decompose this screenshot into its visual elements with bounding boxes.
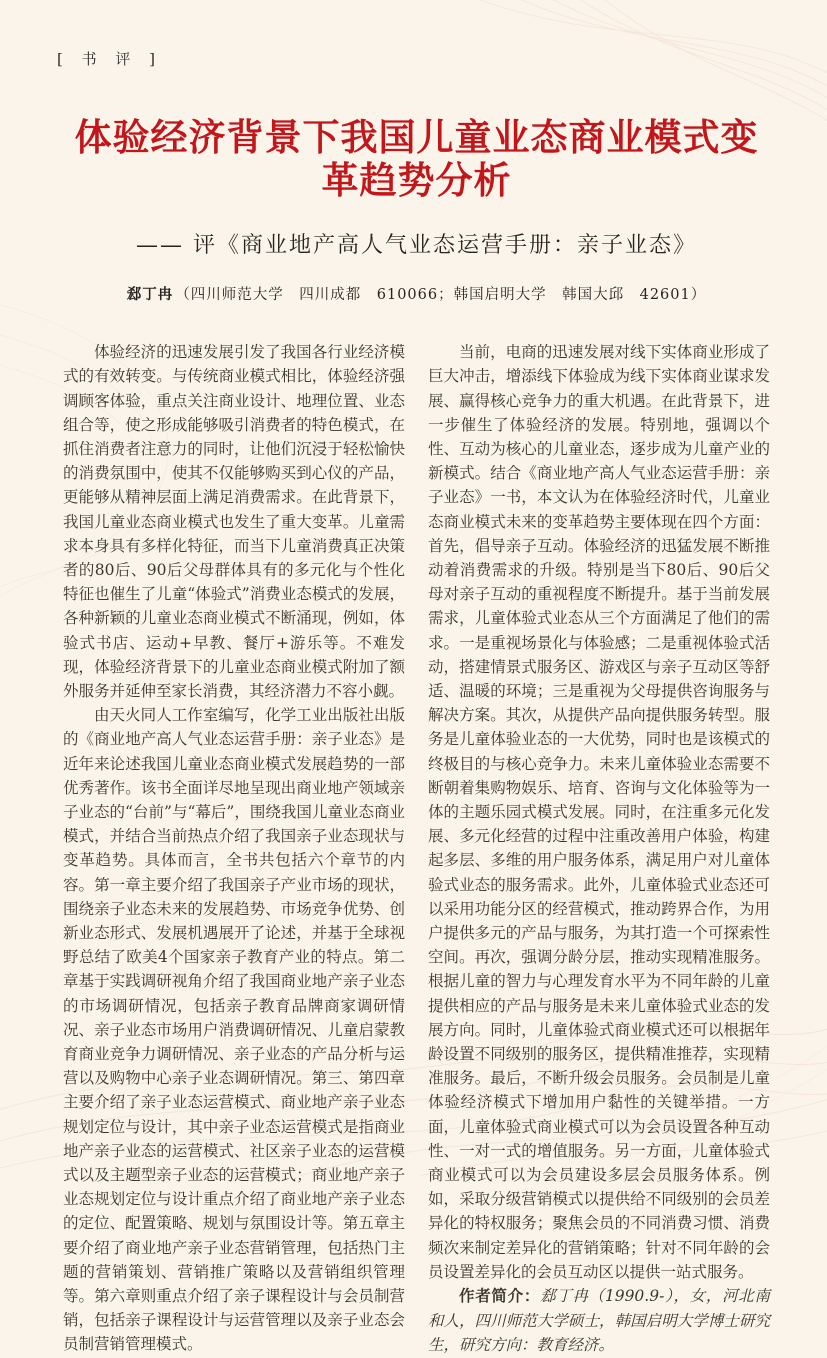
article-subtitle: —— 评《商业地产高人气业态运营手册：亲子业态》 [136,233,697,259]
paragraph-intro: 体验经济的迅速发展引发了我国各行业经济模式的有效转变。与传统商业模式相比，体验经济强调顾客体验，重点关注商业设计、地理位置、业态组合等，使之形成能够吸引消费者的特色模式，在抓住消费者注意力的同时，让他们沉浸于轻松愉快的消费氛围中，使其不仅能够购买到心仪的产品，更能够从精神层面上满足消费需求。在此背景下，我国儿童业态商业模式也发生了重大变革。儿童需求本身具有多样化特征，而当下儿童消费真正决策者的80后、90后父母群体具有的多元化与个性化特征也催生了儿童“体验式”消费业态模式的发展，各种新颖的儿童业态商业模式不断涌现，例如，体验式书店、运动+早教、餐厅+游乐等。不难发现，体验经济背景下的儿童业态商业模式附加了额外服务并延伸至家长消费，其经济潜力不容小觑。 [63,343,405,700]
right-column [428,340,770,1358]
author-bio-text: 郄丁冉（1990.9-），女，河北南和人，四川师范大学硕士，韩国启明大学博士研究生，研究方向：教育经济。 [428,1287,770,1355]
article-title: 体验经济背景下我国儿童业态商业模式变革趋势分析 [74,117,759,201]
left-column [63,340,405,1358]
author-name: 郄丁冉 [126,287,174,304]
category-label: [ 书 评 ] [57,50,163,68]
author-line [63,283,770,304]
article-body [63,340,770,1358]
author-bio-label: 作者简介： [459,1288,541,1306]
author-bio [428,1284,770,1358]
paragraph-book-overview: 由天火同人工作室编写，化学工业出版社出版的《商业地产高人气业态运营手册：亲子业态》是近年来论述我国儿童业态商业模式发展趋势的一部优秀著作。该书全面详尽地呈现出商业地产领域亲子业态的“台前”与“幕后”，围绕我国儿童业态商业模式，并结合当前热点介绍了我国亲子业态现状与变革趋势。具体而言，全书共包括六个章节的内容。第一章主要介绍了我国亲子产业市场的现状，围绕亲子业态未来的发展趋势、市场竞争优势、创新业态形式、发展机遇展开了论述，并基于全球视野总结了欧美4个国家亲子教育产业的特点。第二章基于实践调研视角介绍了我国商业地产亲子业态的市场调研情况，包括亲子教育品牌商家调研情况、亲子业态市场用户消费调研情况、儿童启蒙教育商业竞争力调研情况、亲子业态的产品分析与运营以及购物中心亲子业态调研情况。第三、第四章主要介绍了亲子业态运营模式、商业地产亲子业态规划定位与设计，其中亲子业态运营模式是指商业地产亲子业态的运营模式、社区亲子业态的运营模式以及主题型亲子业态的运营模式；商业地产亲子业态规划定位与设计重点介绍了商业地产亲子业态的定位、配置策略、规划与氛围设计等。第五章主要介绍了商业地产亲子业态营销管理，包括热门主题的营销策划、营销推广策略以及营销组织管理等。第六章则重点介绍了亲子课程设计与会员制营销，包括亲子课程设计与运营管理以及亲子业态会员制营销管理模式。 [63,706,405,1354]
paragraph-analysis: 当前，电商的迅速发展对线下实体商业形成了巨大冲击，增添线下体验成为线下实体商业谋求发展、赢得核心竞争力的重大机遇。在此背景下，进一步催生了体验经济的发展。特别地，强调以个性、互动为核心的儿童业态，逐步成为儿童产业的新模式。结合《商业地产高人气业态运营手册：亲子业态》一书，本文认为在体验经济时代，儿童业态商业模式未来的变革趋势主要体现在四个方面：首先，倡导亲子互动。体验经济的迅猛发展不断推动着消费需求的升级。特别是当下80后、90后父母对亲子互动的重视程度不断提升。基于当前发展需求，儿童体验式业态从三个方面满足了他们的需求。一是重视场景化与体验感；二是重视体验式活动，搭建情景式服务区、游戏区与亲子互动区等舒适、温暖的环境；三是重视为父母提供咨询服务与解决方案。其次，从提供产品向提供服务转型。服务是儿童体验业态的一大优势，同时也是该模式的终极目的与核心竞争力。未来儿童体验业态需要不断朝着集购物娱乐、培育、咨询与文化体验等为一体的主题乐园式模式发展。同时，在注重多元化发展、多元化经营的过程中注重改善用户体验，构建起多层、多维的用户服务体系，满足用户对儿童体验式业态的服务需求。此外，儿童体验式业态还可以采用功能分区的经营模式，推动跨界合作，为用户提供多元的产品与服务，为其打造一个可探索性空间。再次，强调分龄分层，推动实现精准服务。根据儿童的智力与心理发育水平为不同年龄的儿童提供相应的产品与服务是未来儿童体验式业态的发展方向。同时，儿童体验式商业模式还可以根据年龄设置不同级别的服务区，提供精准推荐，实现精准服务。最后，不断升级会员服务。会员制是儿童体验经济模式下增加用户黏性的关键举措。一方面，儿童体验式商业模式可以为会员设置各种互动性、一对一式的增值服务。另一方面，儿童体验式商业模式可以为会员建设多层会员服务体系。例如，采取分级营销模式以提供给不同级别的会员差异化的特权服务；聚焦会员的不同消费习惯、消费频次来制定差异化的营销策略；针对不同年龄的会员设置差异化的会员互动区以提供一站式服务。 [428,343,770,1281]
author-affiliation: （四川师范大学 四川成都 610066；韩国启明大学 韩国大邱 42601） [175,287,707,304]
